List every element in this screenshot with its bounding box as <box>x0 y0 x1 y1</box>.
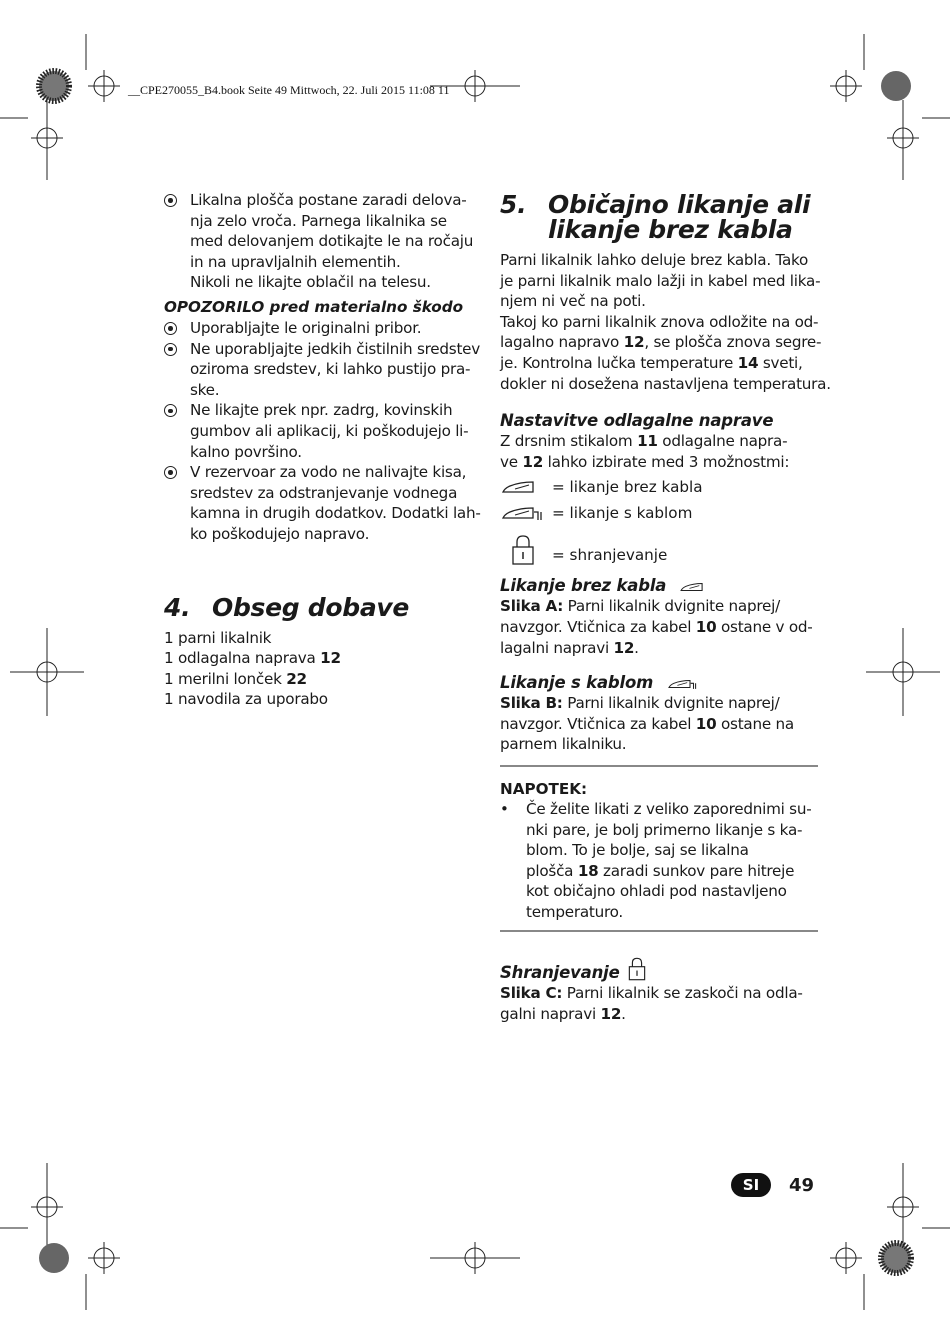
corded-paragraph: Slika B: Parni likalnik dvignite naprej/ navzgor. Vtičnica za kabel 10 ostane na parnem likalniku. <box>500 694 794 754</box>
section-4-heading <box>164 592 482 622</box>
warning-item <box>164 400 482 462</box>
section-title-line: likanje brez kabla <box>548 215 793 244</box>
warning-item <box>164 318 482 339</box>
storage-paragraph: Slika C: Parni likalnik se zaskoči na odla- galni napravi 12. <box>500 984 803 1024</box>
cordless-iron-icon <box>676 580 710 594</box>
section-number: 4. <box>164 592 191 622</box>
warning-title: OPOZORILO pred materialno škodo <box>164 297 464 316</box>
list-item: 1 merilni lonček 22 <box>164 669 307 688</box>
intro-paragraph: Parni likalnik lahko deluje brez kabla. Tako je parni likalnik malo lažji in kabel med lika- njem ni več na poti. Takoj ko parni likalnik znova odložite na od- lagalno napravo 12, se plošča znova segre- je. Kontrolna lučka temperature 14 sveti, dokler ni dosežena nastavljena temperatura. <box>500 251 831 393</box>
text-line: kalno površino. <box>190 442 302 461</box>
text-line: gumbov ali aplikacij, ki poškodujejo li- <box>190 421 469 440</box>
note-item: • Če želite likati z veliko zaporednimi su- nki pare, je bolj primerno likanje s ka- blom. To je bolje, saj se likalna plošča 18 zaradi sunkov pare hitreje kot običajno ohladi pod nastavljeno temperaturo. <box>500 799 812 921</box>
warning-item <box>164 339 482 401</box>
safety-bullet <box>164 190 482 293</box>
text-line: in na upravljalnih elementih. <box>190 252 401 271</box>
text-line: ko poškodujejo napravo. <box>190 524 370 543</box>
target-bullet-icon <box>164 322 177 335</box>
warning-item <box>164 462 482 544</box>
cordless-iron-icon <box>500 477 540 497</box>
text-line: Uporabljajte le originalni pribor. <box>190 318 422 337</box>
text-line: V rezervoar za vodo ne nalivajte kisa, <box>190 463 467 482</box>
mode-corded-row: = likanje s kablom <box>500 503 818 529</box>
note-box <box>500 765 818 933</box>
section-title: Obseg dobave <box>212 592 410 622</box>
storage-heading: Shranjevanje <box>500 956 818 983</box>
page-number: 49 <box>789 1175 815 1196</box>
section-number: 5. <box>500 190 527 219</box>
text-line: sredstev za odstranjevanje vodnega <box>190 483 458 502</box>
bullet-dot: • <box>500 799 509 818</box>
text-line: kamna in drugih dodatkov. Dodatki lah- <box>190 504 481 523</box>
section-5-heading <box>500 192 818 242</box>
corded-heading: Likanje s kablom <box>500 672 818 693</box>
text-line: Likalna plošča postane zaradi delova- <box>190 191 467 209</box>
right-column <box>500 190 831 1025</box>
list-item: 1 odlagalna naprava 12 <box>164 649 341 668</box>
mode-storage-row: = shranjevanje <box>500 533 818 571</box>
language-badge: SI <box>731 1173 771 1197</box>
mode-cordless-row: = likanje brez kabla <box>500 477 818 503</box>
text-line: Ne likajte prek npr. zadrg, kovinskih <box>190 401 453 420</box>
target-bullet-icon <box>164 194 177 207</box>
section-title-line: Običajno likanje ali <box>548 190 811 219</box>
note-title: NAPOTEK: <box>500 779 588 798</box>
crosshair-mark-bottom <box>31 1163 919 1274</box>
text-line: ske. <box>190 380 220 399</box>
settings-heading: Nastavitve odlagalne naprave <box>500 411 774 431</box>
left-column <box>164 190 482 710</box>
corded-iron-icon <box>663 677 703 691</box>
text-line: med delovanjem dotikajte le na ročaju <box>190 232 474 251</box>
settings-paragraph: Z drsnim stikalom 11 odlagalne napra- ve 12 lahko izbirate med 3 možnostmi: <box>500 432 790 471</box>
cordless-heading: Likanje brez kabla <box>500 575 818 596</box>
lock-icon <box>627 956 647 982</box>
text-line: nja zelo vroča. Parnega likalnika se <box>190 211 447 230</box>
delivery-list <box>164 628 482 710</box>
text-line: Nikoli ne likajte oblačil na telesu. <box>190 273 431 292</box>
book-info-header: __CPE270055_B4.book Seite 49 Mittwoch, 22. Juli 2015 11:08 11 <box>128 83 450 97</box>
text-line: Ne uporabljajte jedkih čistilnih sredstev <box>190 339 480 358</box>
corded-iron-icon <box>500 503 546 523</box>
target-bullet-icon <box>164 466 177 479</box>
text-line: oziroma sredstev, ki lahko pustijo pra- <box>190 360 471 379</box>
list-item: 1 parni likalnik <box>164 628 272 647</box>
target-bullet-icon <box>164 343 177 356</box>
cordless-paragraph: Slika A: Parni likalnik dvignite naprej/ navzgor. Vtičnica za kabel 10 ostane v od- lagalni napravi 12. <box>500 597 813 657</box>
target-bullet-icon <box>164 404 177 417</box>
lock-icon <box>510 533 536 567</box>
list-item: 1 navodila za uporabo <box>164 690 328 709</box>
